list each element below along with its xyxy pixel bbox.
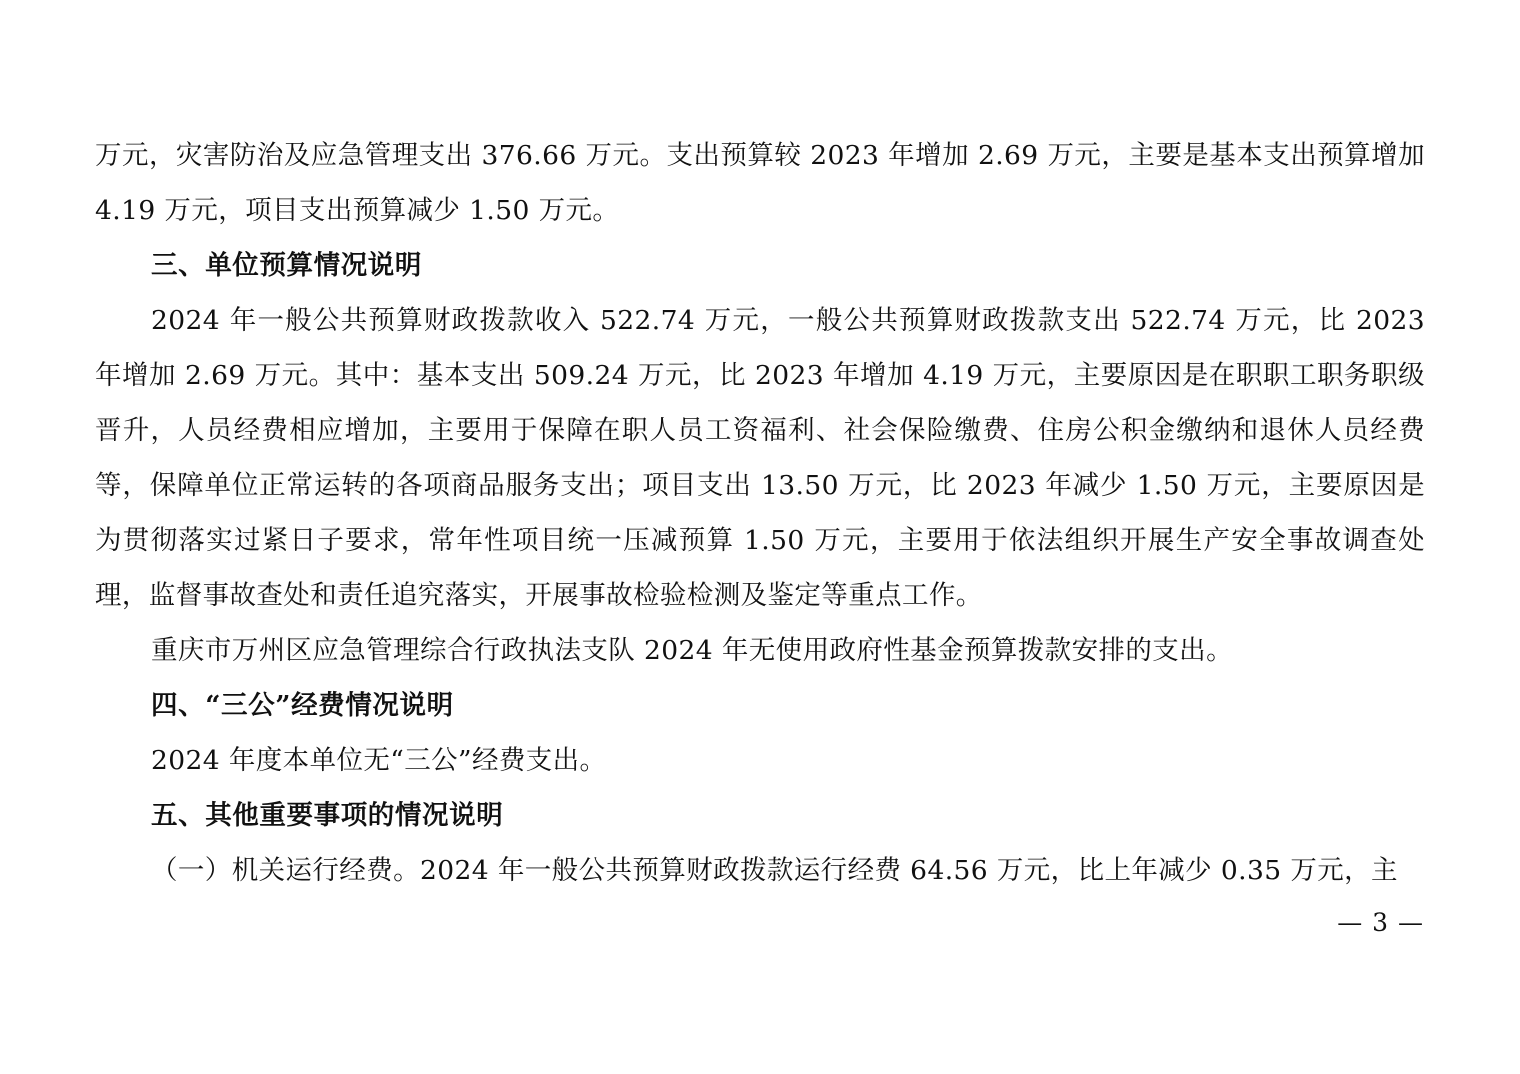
section-heading-five: 五、其他重要事项的情况说明: [151, 800, 504, 831]
page-number: — 3 —: [1337, 908, 1424, 937]
paragraph-operating-expenses: （一）机关运行经费。2024 年一般公共预算财政拨款运行经费 64.56 万元，比上年减少 0.35 万元，主: [151, 855, 1398, 886]
paragraph-continued: 万元，灾害防治及应急管理支出 376.66 万元。支出预算较 2023 年增加 2.69 万元，主要是基本支出预算增加 4.19 万元，项目支出预算减少 1.50 万元。: [95, 140, 1425, 226]
document-body: [95, 128, 1425, 898]
paragraph-government-fund-note: 重庆市万州区应急管理综合行政执法支队 2024 年无使用政府性基金预算拨款安排的支出。: [151, 635, 1233, 666]
section-heading-three: 三、单位预算情况说明: [151, 250, 422, 281]
paragraph-three-public-expenses: 2024 年度本单位无“三公”经费支出。: [151, 745, 607, 776]
section-heading-four: 四、“三公”经费情况说明: [151, 690, 454, 721]
paragraph-budget-explanation: 2024 年一般公共预算财政拨款收入 522.74 万元，一般公共预算财政拨款支出 522.74 万元，比 2023 年增加 2.69 万元。其中：基本支出 509.24 万元，比 2023 年增加 4.19 万元，主要原因是在职职工职务职级晋升，人员经费相应增加，主要用于保障在职人员工资福利、社会保险缴费、住房公积金缴纳和退休人员经费等，保障单位正常运转的各项商品服务支出；项目支出 13.50 万元，比 2023 年减少 1.50 万元，主要原因是为贯彻落实过紧日子要求，常年性项目统一压减预算 1.50 万元，主要用于依法组织开展生产安全事故调查处理，监督事故查处和责任追究落实，开展事故检验检测及鉴定等重点工作。: [95, 305, 1425, 611]
